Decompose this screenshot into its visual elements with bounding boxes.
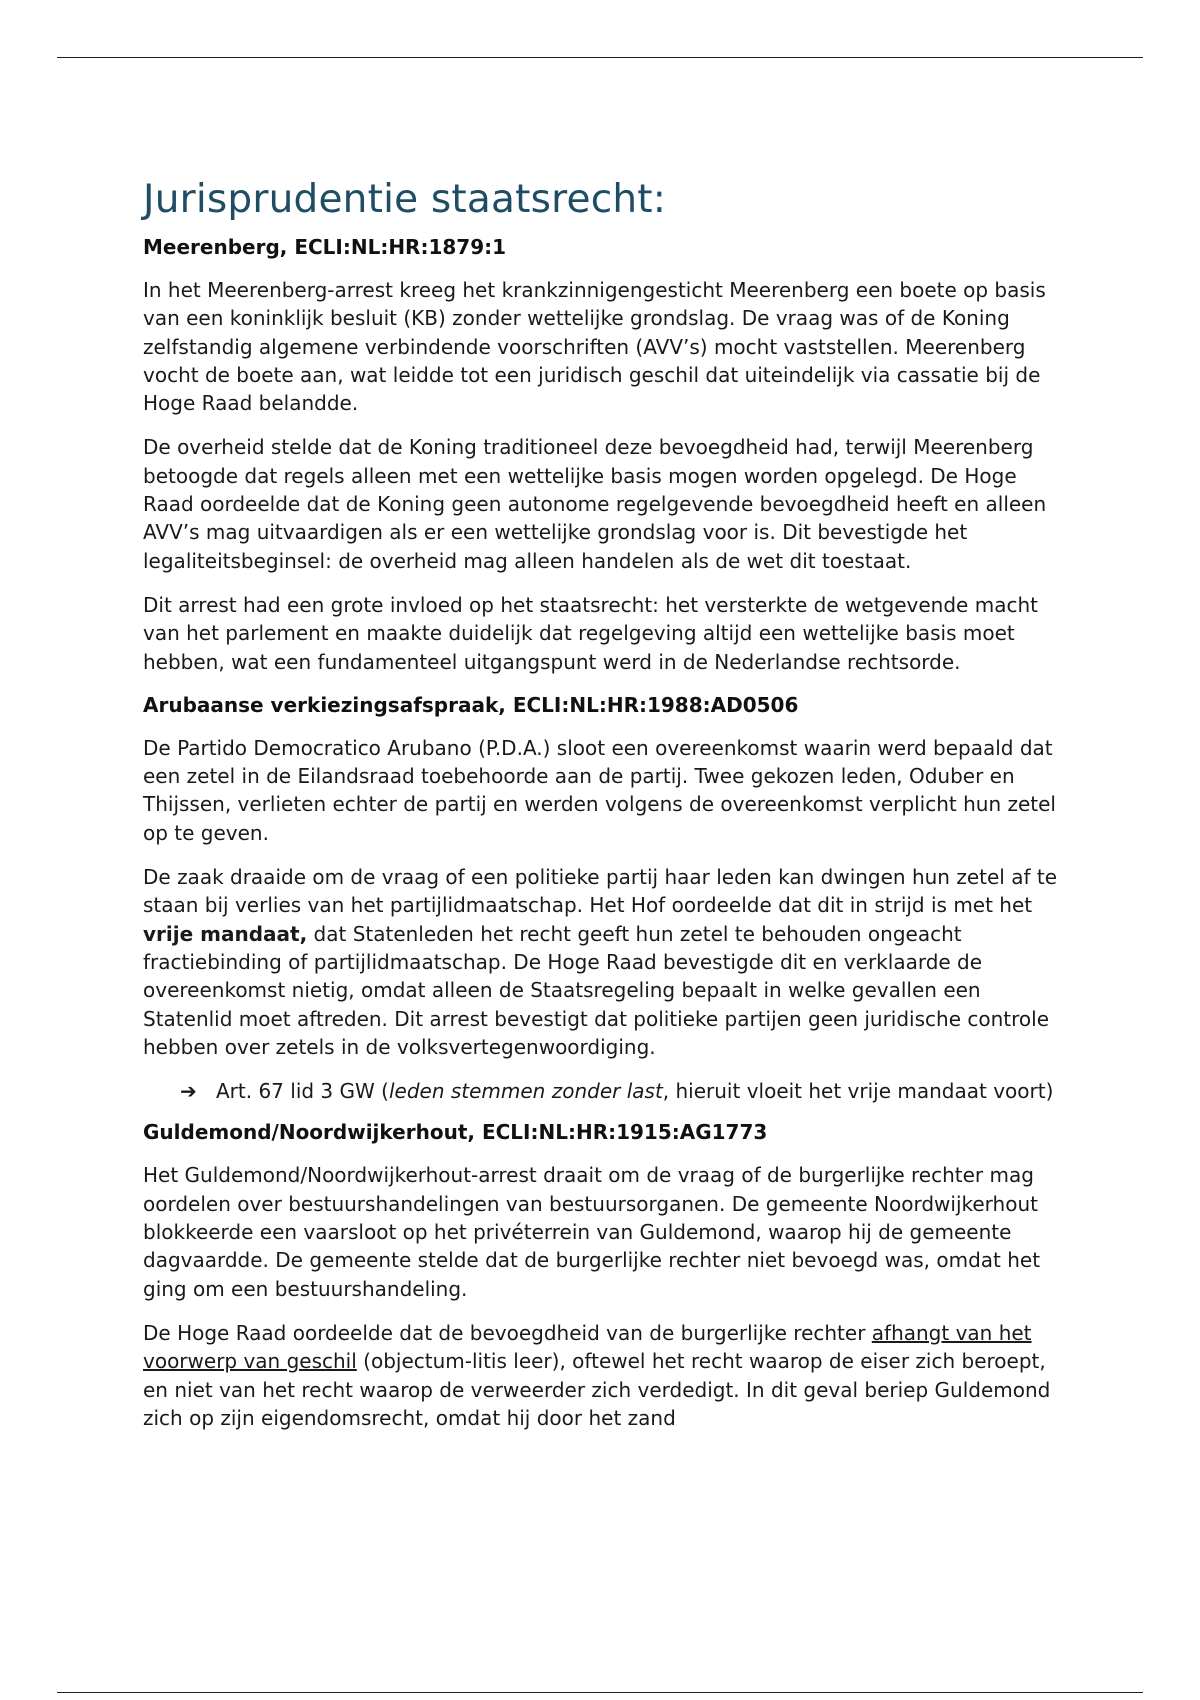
paragraph: Dit arrest had een grote invloed op het staatsrecht: het versterkte de wetgevende macht van het parlement en maakte duidelijk dat regelgeving altijd een wettelijke basis moet hebben, wat een fundamenteel uitgangspunt werd in de Nederlandse rechtsorde.	[143, 592, 1038, 674]
text-run: Art. 67 lid 3 GW (	[216, 1079, 389, 1104]
page-title: Jurisprudentie staatsrecht:	[143, 177, 667, 222]
paragraph: De overheid stelde dat de Koning traditioneel deze bevoegdheid had, terwijl Meerenberg betoogde dat regels alleen met een wettelijke basis mogen worden opgelegd. De Hoge Raad oordeelde dat de Koning geen autonome regelgevende bevoegdheid heeft en alleen AVV’s mag uitvaardigen als er een wettelijke grondslag voor is. Dit bevestigde het legaliteitsbeginsel: de overheid mag alleen handelen als de wet dit toestaat.	[143, 435, 1047, 573]
text-run: De Hoge Raad oordeelde dat de bevoegdheid van de burgerlijke rechter	[143, 1320, 872, 1345]
paragraph	[143, 1319, 1063, 1432]
paragraph	[143, 863, 1063, 1061]
arrow-right-icon: ➔	[180, 1079, 197, 1104]
paragraph: De Partido Democratico Arubano (P.D.A.) sloot een overeenkomst waarin werd bepaald dat een zetel in de Eilandsraad toebehoorde aan de partij. Twee gekozen leden, Oduber en Thijssen, verlieten echter de partij en werden volgens de overeenkomst verplicht hun zetel op te geven.	[143, 735, 1056, 845]
footer-rule	[57, 1692, 1143, 1693]
case-heading: Guldemond/Noordwijkerhout, ECLI:NL:HR:1915:AG1773	[143, 1120, 768, 1145]
italic-term: leden stemmen zonder last	[388, 1079, 663, 1104]
bold-term: vrije mandaat,	[143, 921, 308, 946]
case-guldemond	[143, 1119, 1063, 1432]
underlined-term: afhangt van het voorwerp van geschil	[143, 1320, 1032, 1374]
paragraph: Het Guldemond/Noordwijkerhout-arrest draait om de vraag of de burgerlijke rechter mag oordelen over bestuurshandelingen van bestuursorganen. De gemeente Noordwijkerhout blokkeerde een vaarsloot op het privéterrein van Guldemond, waarop hij de gemeente dagvaardde. De gemeente stelde dat de burgerlijke rechter niet bevoegd was, omdat het ging om een bestuurshandeling.	[143, 1163, 1041, 1301]
document-body	[143, 176, 1063, 1448]
case-meerenberg	[143, 234, 1063, 676]
case-aruba	[143, 692, 1063, 1106]
case-heading: Meerenberg, ECLI:NL:HR:1879:1	[143, 235, 507, 259]
text-run: De zaak draaide om de vraag of een politieke partij haar leden kan dwingen hun zetel af te staan bij verlies van het partijlidmaatschap. Het Hof oordeelde dat dit in strijd is met het	[143, 865, 1058, 918]
arrow-bullet-item	[180, 1077, 1063, 1105]
text-run: , hieruit vloeit het vrije mandaat voort)	[662, 1079, 1054, 1104]
text-run: (objectum-litis leer), oftewel het recht waarop de eiser zich beroept, en niet van het recht waarop de verweerder zich verdedigt. In dit geval beriep Guldemond zich op zijn eigendomsrecht, omdat hij door het zand	[143, 1349, 1051, 1430]
text-run: dat Statenleden het recht geeft hun zetel te behouden ongeacht fractiebinding of partijlidmaatschap. De Hoge Raad bevestigde dit en verklaarde de overeenkomst nietig, omdat alleen de Staatsregeling bepaalt in welke gevallen een Statenlid moet aftreden. Dit arrest bevestigt dat politieke partijen geen juridische controle hebben over zetels in de volksvertegenwoordiging.	[143, 921, 1049, 1059]
paragraph: In het Meerenberg-arrest kreeg het krankzinnigengesticht Meerenberg een boete op basis van een koninklijk besluit (KB) zonder wettelijke grondslag. De vraag was of de Koning zelfstandig algemene verbindende voorschriften (AVV’s) mocht vaststellen. Meerenberg vocht de boete aan, wat leidde tot een juridisch geschil dat uiteindelijk via cassatie bij de Hoge Raad belandde.	[143, 278, 1046, 416]
header-rule	[57, 57, 1143, 58]
case-heading: Arubaanse verkiezingsafspraak, ECLI:NL:HR:1988:AD0506	[143, 692, 799, 717]
